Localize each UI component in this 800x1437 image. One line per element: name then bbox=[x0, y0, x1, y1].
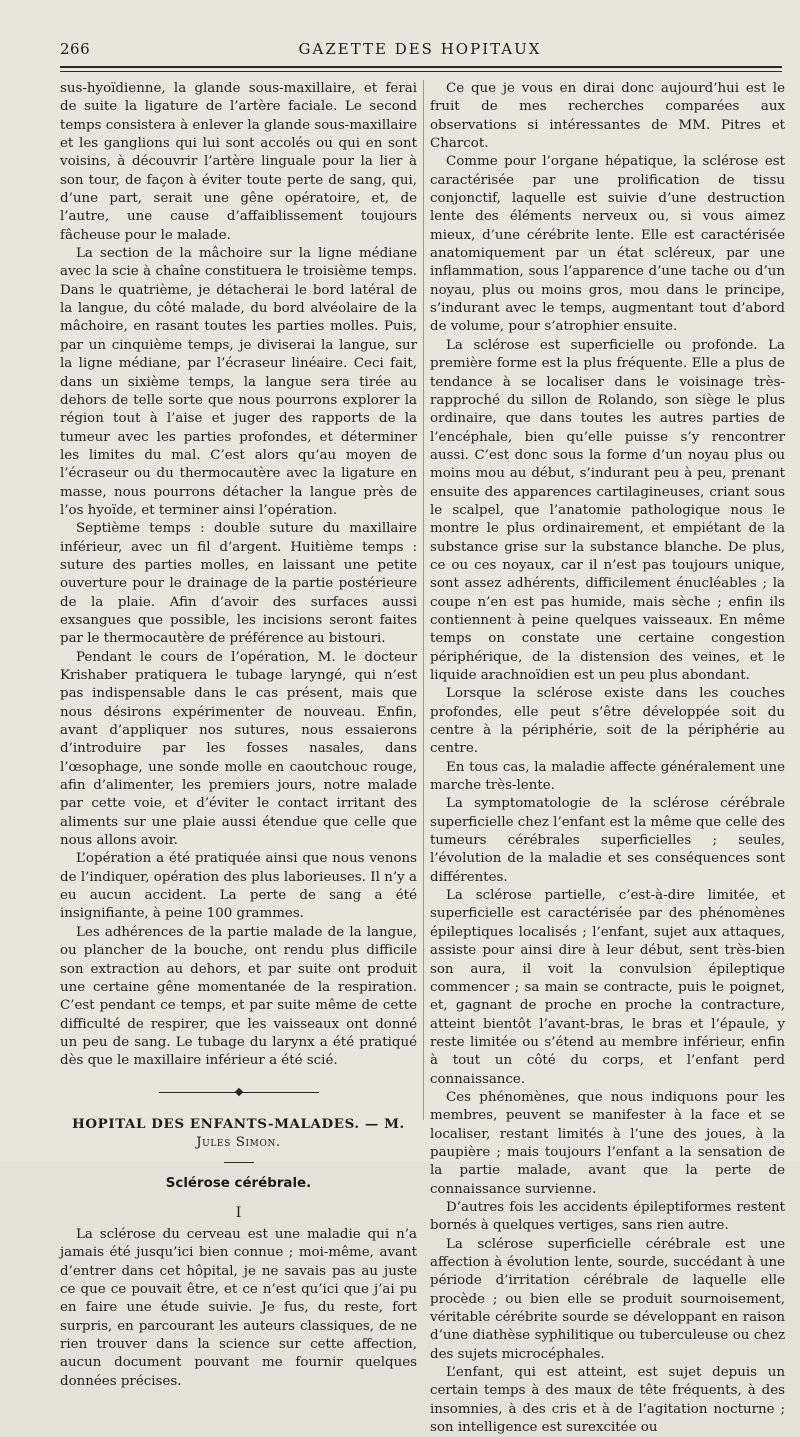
paragraph: La sclérose du cerveau est une maladie qui n’a jamais été jusqu’ici bien connue ; moi-même, avant d’entrer dans cet hôpital, je ne savais pas au juste ce que ce pouvait être, et ce n’est qu’ici que j’ai pu en faire une étude suivie. Je fus, du reste, fort surpris, en parcourant les auteurs classiques, de ne rien trouver dans la science sur cette affection, aucun document pouvant me fournir quelques données précises. bbox=[60, 1226, 417, 1389]
separator-ornament bbox=[234, 1087, 242, 1095]
page-header bbox=[60, 40, 780, 66]
paragraph: Comme pour l’organe hépatique, la sclérose est caractérisée par une prolification de tissu conjonctif, laquelle est suivie d’une destruction lente des éléments nerveux ou, si vous aimez mieux, d’une cérébrite lente. Elle est caractérisée anatomiquement par un état scléreux, par une inflammation, sous l’apparence d’une tache ou d’un noyau, plus ou moins gros, mou dans le principe, s’indurant avec le temps, augmentant tout d’abord de volume, pour s’atrophier ensuite. bbox=[430, 154, 785, 335]
paragraph: L’opération a été pratiquée ainsi que nous venons de l’indiquer, opération des plus laborieuses. Il n’y a eu aucun accident. La perte de sang a été insignifiante, à peine 100 grammes. bbox=[60, 851, 417, 922]
paragraph: La sclérose partielle, c’est-à-dire limitée, et superficielle est caractérisée par des phénomènes épileptiques localisés ; l’enfant, sujet aux attaques, assiste pour ainsi dire à leur début, sent très-bien son aura, il voit la convulsion épileptique commencer ; sa main se contracte, puis le poignet, et, gagnant de proche en proche la contracture, atteint bientôt l’avant-bras, le bras et l’épaule, y reste limitée ou s’étend au membre inférieur, enfin à tout un côté du corps, et l’enfant perd connaissance. bbox=[430, 888, 785, 1087]
paragraph: Septième temps : double suture du maxillaire inférieur, avec un fil d’argent. Huitième temps : suture des parties molles, en laissant une petite ouverture pour le drainage de la partie postérieure de la plaie. Afin d’avoir des surfaces aussi exsangues que possible, les incisions seront faites par le thermocautère de préférence au bistouri. bbox=[60, 521, 417, 647]
short-rule bbox=[224, 1162, 254, 1163]
paragraph: La section de la mâchoire sur la ligne médiane avec la scie à chaîne constituera le troisième temps. Dans le quatrième, je détacherai le bord latéral de la langue, du côté malade, du bord alvéolaire de la mâchoire, en rasant toutes les parties molles. Puis, par un cinquième temps, je diviserai la langue, sur la ligne médiane, par l’écraseur linéaire. Ceci fait, dans un sixième temps, la langue sera tirée au dehors de telle sorte que nous pourrons explorer la région tout à l’aise et juger des rapports de la tumeur avec les parties profondes, et déterminer les limites du mal. C’est alors qu’au moyen de l’écraseur ou du thermocautère avec la ligature en masse, nous pourrons détacher la langue près de l’os hyoïde, et terminer ainsi l’opération. bbox=[60, 246, 417, 518]
paragraph: En tous cas, la maladie affecte généralement une marche très-lente. bbox=[430, 759, 785, 794]
page-number: 266 bbox=[60, 40, 91, 58]
part-number: I bbox=[235, 1204, 242, 1221]
paragraph: Pendant le cours de l’opération, M. le docteur Krishaber pratiquera le tubage laryngé, qui n’est pas indispensable dans le cas présent, mais que nous désirons expérimenter de nouveau. Enfin, avant d’appliquer nos sutures, nous essaierons d’introduire par les fosses nasales, dans l’œsophage, une sonde molle en caoutchouc rouge, afin d’alimenter, les premiers jours, notre malade par cette voie, et d’éviter le contact irritant des aliments sur une plaie aussi étendue que celle que nous allons avoir. bbox=[60, 649, 417, 849]
paragraph: Lorsque la sclérose existe dans les couches profondes, elle peut s’être développée soit du centre à la périphérie, soit de la périphérie au centre. bbox=[430, 686, 785, 757]
paragraph: La sclérose est superficielle ou profonde. La première forme est la plus fréquente. Elle a plus de tendance à se localiser dans le voisinage très-rapproché du sillon de Rolando, son siège le plus ordinaire, que dans toutes les autres parties de l’encéphale, bien qu’elle puisse s’y rencontrer aussi. C’est donc sous la forme d’un noyau plus ou moins mou au début, s’indurant peu à peu, prenant ensuite des apparences cartilagineuses, criant sous le scalpel, que l’anatomie pathologique nous le montre le plus ordinairement, et empiétant de la substance grise sur la substance blanche. De plus, ce ou ces noyaux, car il n’est pas toujours unique, sont assez adhérents, difficilement énucléables ; la coupe n’en est pas humide, mais sèche ; enfin ils contiennent à peine quelques vaisseaux. En même temps on constate une certaine congestion périphérique, de la distension des veines, et le liquide arachnoïdien est un peu plus abondant. bbox=[430, 337, 785, 683]
journal-title: GAZETTE DES HOPITAUX bbox=[298, 40, 542, 58]
header-rule-thin bbox=[60, 71, 782, 72]
paragraph: Les adhérences de la partie malade de la langue, ou plancher de la bouche, ont rendu plus difficile son extraction au dehors, et par suite ont produit une certaine gêne momentanée de la respiration. C’est pendant ce temps, et par suite même de cette difficulté de respirer, que les vaisseaux ont donné un peu de sang. Le tubage du larynx a été pratiqué dès que le maxillaire inférieur a été scié. bbox=[60, 924, 417, 1069]
right-column bbox=[430, 80, 785, 1437]
section-separator bbox=[159, 1087, 319, 1097]
paragraph: Ces phénomènes, que nous indiquons pour les membres, peuvent se manifester à la face et se localiser, restant limités à l’une des joues, à la paupière ; mais toujours l’enfant a la sensation de la partie malade, avant que la perte de connaissance survienne. bbox=[430, 1089, 785, 1197]
article-title: Sclérose cérébrale. bbox=[165, 1176, 312, 1192]
paragraph: La symptomatologie de la sclérose cérébrale superficielle chez l’enfant est la même que celle des tumeurs cérébrales superficielles ; seules, l’évolution de la maladie et ses conséquences sont différentes. bbox=[430, 796, 785, 885]
paragraph: Ce que je vous en dirai donc aujourd’hui est le fruit de mes recherches comparées aux observations si intéressantes de MM. Pitres et Charcot. bbox=[430, 81, 785, 152]
column-divider bbox=[423, 80, 424, 1120]
paragraph: La sclérose superficielle cérébrale est une affection à évolution lente, sourde, succédant à une période d’irritation cérébrale de laquelle elle procède ; ou bien elle se produit sournoisement, véritable cérébrite sourde se développant en raison d’une diathèse syphilitique ou tuberculeuse ou chez des sujets microcéphales. bbox=[430, 1236, 785, 1362]
section-heading bbox=[60, 1115, 417, 1153]
paragraph: D’autres fois les accidents épileptiformes restent bornés à quelques vertiges, sans rien autre. bbox=[430, 1199, 785, 1234]
header-rule-thick bbox=[60, 66, 782, 68]
section-heading-text: HOPITAL DES ENFANTS-MALADES. — M. bbox=[72, 1115, 405, 1132]
paragraph: L’enfant, qui est atteint, est sujet depuis un certain temps à des maux de tête fréquents, à des insomnies, à des cris et à de l’agitation nocturne ; son intelligence est surexcitée ou bbox=[430, 1365, 785, 1436]
paragraph: sus-hyoïdienne, la glande sous-maxillaire, et ferai de suite la ligature de l’artère faciale. Le second temps consistera à enlever la glande sous-maxillaire et les ganglions qui lui sont accolés ou qui en sont voisins, à découvrir l’artère linguale pour la lier à son tour, de façon à éviter toute perte de sang, qui, d’une part, serait une gêne opératoire, et, de l’autre, une cause d’affaiblissement toujours fâcheuse pour le malade. bbox=[60, 81, 417, 243]
section-author: Jules Simon. bbox=[196, 1134, 281, 1150]
left-column bbox=[60, 80, 417, 1391]
